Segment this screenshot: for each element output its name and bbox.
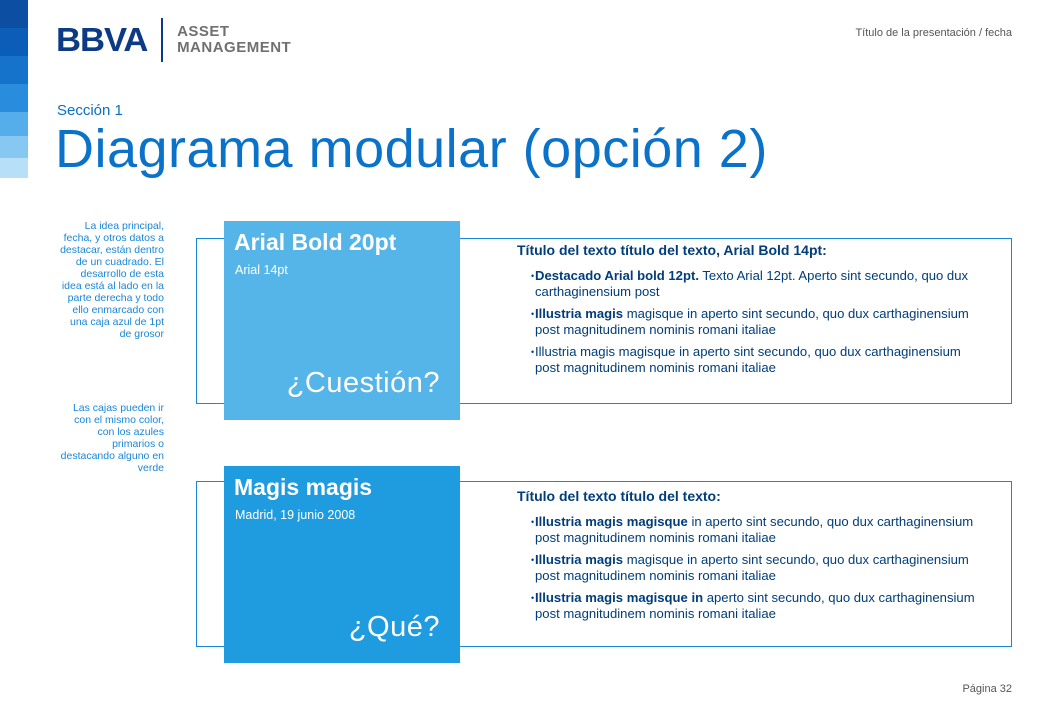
side-note-2: Las cajas pueden ir con el mismo color, con los azules primarios o destacando alguno en verde [60, 402, 164, 474]
stripe-segment [0, 158, 28, 178]
logo-brand: BBVA [56, 21, 148, 58]
module-1-bullets [517, 268, 987, 376]
module-1-box [224, 221, 460, 420]
bullet-text: Illustria magis magisque in aperto sint secundo, quo dux carthaginensium post magnitudinem nominis romani italiae [535, 344, 961, 375]
logo-divider [161, 18, 163, 62]
stripe-segment [0, 0, 28, 28]
stripe-segment [0, 28, 28, 56]
page-number: Página 32 [962, 683, 1012, 695]
side-note-1: La idea principal, fecha, y otros datos a destacar, están dentro de un cuadrado. El desarrollo de esta idea está al lado en la parte derecha y todo ello enmarcado con una caja azul de 1pt de grosor [60, 220, 164, 340]
module-2-box-question: ¿Qué? [348, 611, 440, 643]
stripe-segment [0, 112, 28, 136]
bullet-bold: Illustria magis [535, 552, 624, 567]
bbva-asset-management-logo [56, 18, 291, 62]
bullet-text: aperto sint secundo, quo dux carthaginensium post magnitudinem nominis romani italiae [535, 590, 975, 621]
module-2-bullets [517, 514, 987, 622]
module-2-content [517, 488, 987, 628]
list-item [517, 514, 987, 546]
bullet-text: magisque in aperto sint secundo, quo dux carthaginensium post magnitudinem nominis romani italiae [535, 306, 969, 337]
module-1-box-title: Arial Bold 20pt [234, 229, 397, 255]
module-1-box-question: ¿Cuestión? [286, 367, 440, 399]
stripe-segment [0, 84, 28, 112]
bullet-bold: Illustria magis magisque in [535, 590, 704, 605]
stripe-segment [0, 56, 28, 84]
module-2-box [224, 466, 460, 663]
module-2-heading: Título del texto título del texto: [517, 488, 721, 504]
logo-subtitle-line2: MANAGEMENT [177, 39, 292, 56]
presentation-title: Título de la presentación / fecha [855, 27, 1012, 39]
module-1-box-subtitle: Arial 14pt [235, 263, 288, 277]
bullet-text: Texto Arial 12pt. Aperto sint secundo, quo dux carthaginensium post [535, 268, 969, 299]
list-item [517, 268, 987, 300]
logo-subtitle-line1: ASSET [177, 23, 230, 40]
module-1-content [517, 242, 987, 382]
bullet-bold: Illustria magis [535, 306, 624, 321]
module-1-heading: Título del texto título del texto, Arial Bold 14pt: [517, 242, 827, 258]
list-item [517, 344, 987, 376]
section-label: Sección 1 [57, 102, 123, 119]
list-item [517, 552, 987, 584]
list-item [517, 306, 987, 338]
bullet-text: magisque in aperto sint secundo, quo dux carthaginensium post magnitudinem nominis romani italiae [535, 552, 969, 583]
bullet-bold: Illustria magis magisque [535, 514, 688, 529]
stripe-segment [0, 136, 28, 158]
slide-title: Diagrama modular (opción 2) [55, 119, 768, 179]
module-2-box-title: Magis magis [234, 474, 373, 500]
bullet-text: in aperto sint secundo, quo dux carthaginensium post magnitudinem nominis romani italiae [535, 514, 974, 545]
list-item [517, 590, 987, 622]
module-2-box-subtitle: Madrid, 19 junio 2008 [235, 508, 356, 522]
bullet-bold: Destacado Arial bold 12pt. [535, 268, 699, 283]
logo-subtitle [177, 24, 291, 56]
